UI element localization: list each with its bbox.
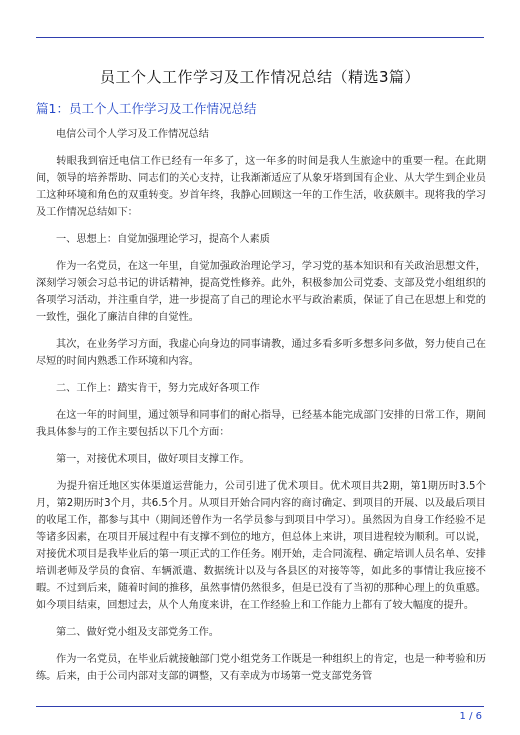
paragraph: 转眼我到宿迁电信工作已经有一年多了，这一年多的时间是我人生旅途中的重要一程。在此期间，领导的培养帮助、同志们的关心支持，让我渐渐适应了从象牙塔到国有企业、从大学生到企业员工这种环境和角色的双重转变。岁首年终，我静心回顾这一年的工作生活，收获颇丰。现将我的学习及工作情况总结如下： bbox=[36, 156, 486, 218]
paragraph: 在这一年的时间里，通过领导和同事们的耐心指导，已经基本能完成部门安排的日常工作，期间我具体参与的工作主要包括以下几个方面： bbox=[36, 410, 486, 438]
document-title: 员工个人工作学习及工作情况总结（精选3篇） bbox=[99, 68, 421, 86]
paragraph: 电信公司个人学习及工作情况总结 bbox=[56, 129, 209, 140]
paragraph: 二、工作上：踏实肯干，努力完成好各项工作 bbox=[56, 383, 260, 394]
paragraph: 作为一名党员，在这一年里，自觉加强政治理论学习，学习党的基本知识和有关政治思想文件，深刻学习领会习总书记的讲话精神，提高党性修养。此外，积极参加公司党委、支部及党小组组织的各项学习活动，并注重自学，进一步提高了自己的理论水平与政治素质，保证了自己在思想上和党的一致性，强化了廉洁自律的自觉性。 bbox=[36, 261, 486, 323]
footer-rule bbox=[36, 706, 484, 707]
paragraph: 其次，在业务学习方面，我虚心向身边的同事请教，通过多看多听多想多问多做，努力使自己在尽短的时间内熟悉工作环境和内容。 bbox=[36, 339, 486, 367]
document-body bbox=[36, 126, 486, 695]
paragraph: 第一，对接优术项目，做好项目支撑工作。 bbox=[56, 454, 250, 465]
paragraph: 为提升宿迁地区实体渠道运营能力，公司引进了优术项目。优术项目共2期，第1期历时3.5个月，第2期历时3个月，共6.5个月。从项目开始合同内容的商讨确定、到项目的开展、以及最后项目的收尾工作，都参与其中（期间还曾作为一名学员参与到项目中学习）。虽然因为自身工作经验不足等诸多因素，在项目开展过程中有支撑不到位的地方，但总体上来讲，项目进程较为顺利。可以说，对接优术项目是我毕业后的第一项正式的工作任务。刚开始，走合同流程、确定培训人员名单、安排培训老师及学员的食宿、车辆派遣、数据统计以及与各县区的对接等等，如此多的事情让我应接不暇。不过到后来，随着时间的推移，虽然事情仍然很多，但是已没有了当初的那种心理上的负重感。如今项目结束，回想过去，从个人角度来讲，在工作经验上和工作能力上都有了较大幅度的提升。 bbox=[36, 481, 486, 611]
page-indicator: 1 / 6 bbox=[459, 711, 482, 722]
header-rule bbox=[36, 37, 484, 38]
paragraph: 第二、做好党小组及支部党务工作。 bbox=[56, 627, 219, 638]
paragraph: 作为一名党员，在毕业后就接触部门党小组党务工作既是一种组织上的肯定，也是一种考验和历练。后来，由于公司内部对支部的调整，又有幸成为市场第一党支部党务管 bbox=[36, 654, 486, 682]
paragraph: 一、思想上：自觉加强理论学习，提高个人素质 bbox=[56, 234, 270, 245]
section-heading: 篇1：员工个人工作学习及工作情况总结 bbox=[36, 101, 257, 116]
